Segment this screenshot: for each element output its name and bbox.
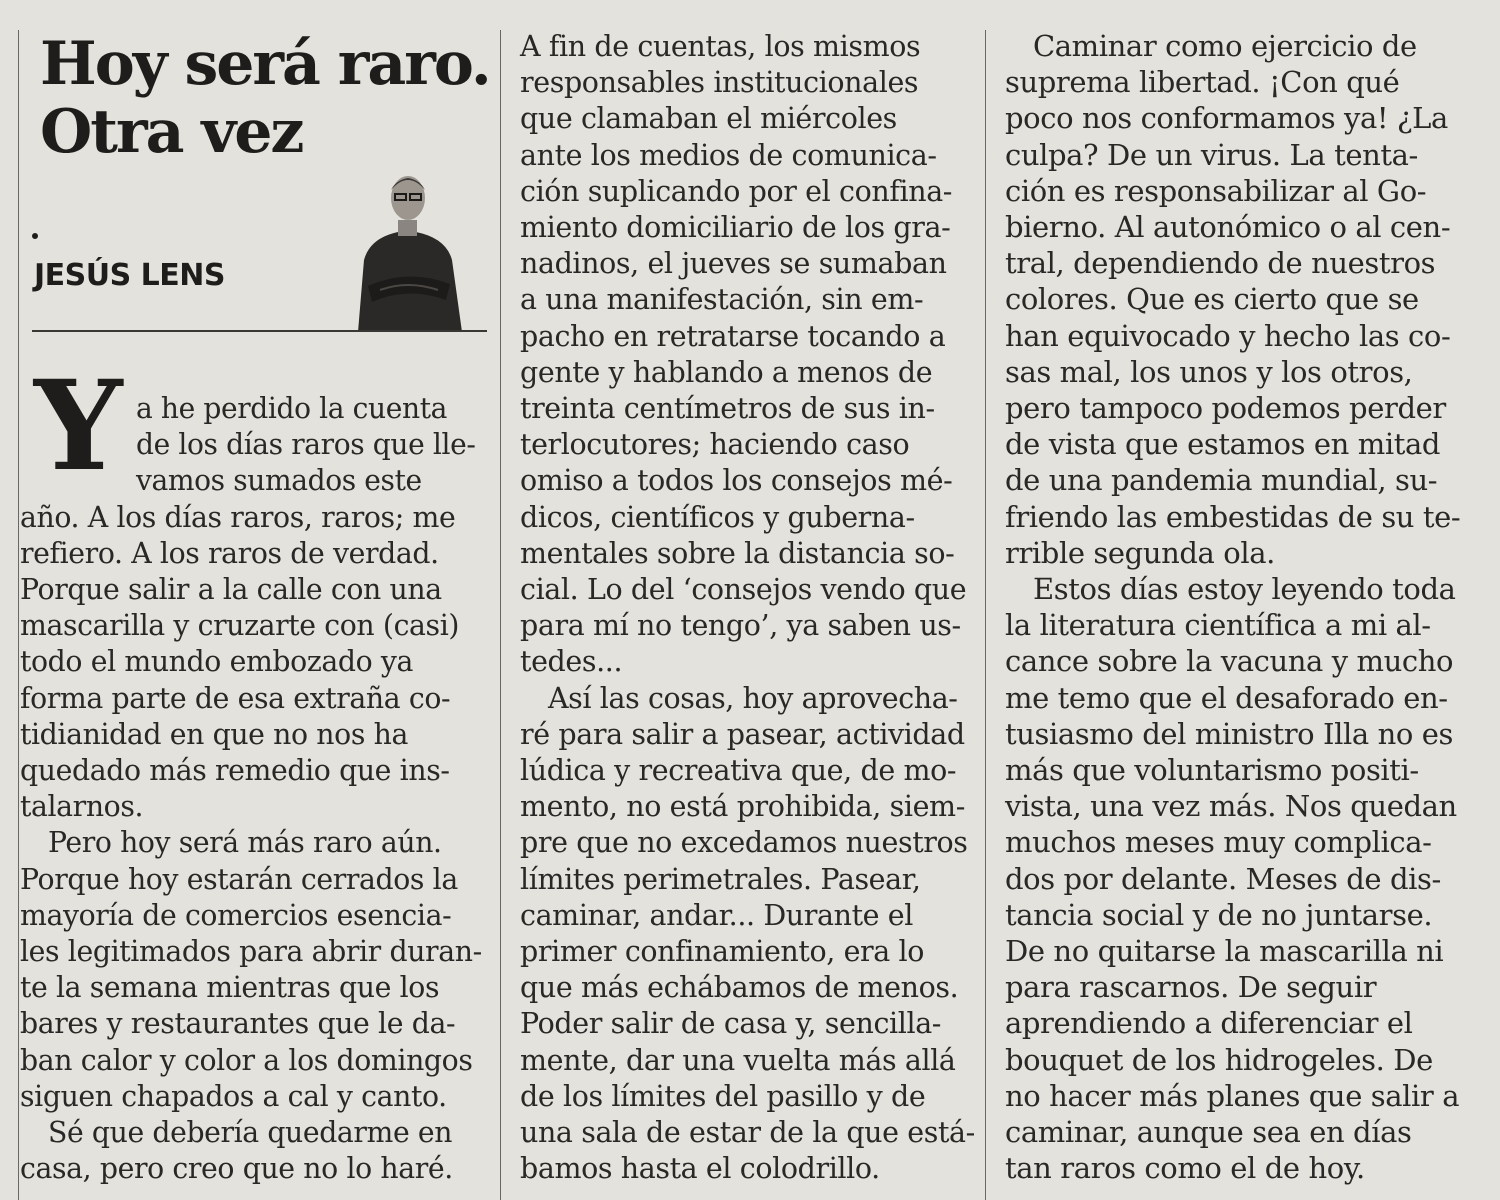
- article-text-line: Porque salir a la calle con una: [20, 572, 442, 607]
- article-text-line: siguen chapados a cal y canto.: [20, 1078, 447, 1113]
- article-text-line: Así las cosas, hoy aprovecha-: [548, 680, 958, 715]
- article-column-3: [1005, 28, 1460, 1187]
- article-text-line: lúdica y recreativa que, de mo-: [520, 753, 957, 788]
- article-text-line: que más echábamos de menos.: [520, 970, 959, 1005]
- article-text-line: responsables institucionales: [520, 65, 919, 100]
- article-text-line: me temo que el desaforado en-: [1005, 680, 1448, 715]
- article-column-1: [20, 28, 493, 1187]
- article-text-line: talarnos.: [20, 789, 144, 824]
- article-text-line: casa, pero creo que no lo haré.: [20, 1151, 453, 1186]
- article-text-line: que clamaban el miércoles: [520, 101, 897, 136]
- spacer: [20, 137, 493, 173]
- article-text-line: pero tampoco podemos perder: [1005, 391, 1446, 426]
- article-text-line: gente y hablando a menos de: [520, 354, 933, 389]
- author-byline: JESÚS LENS: [34, 258, 225, 293]
- spacer: [20, 245, 493, 281]
- article-text-line: poco nos conformamos ya! ¿La: [1005, 101, 1448, 136]
- article-text-line: les legitimados para abrir duran-: [20, 934, 482, 969]
- article-text-line: tidianidad en que no nos ha: [20, 716, 408, 751]
- article-text-line: caminar, andar... Durante el: [520, 897, 914, 932]
- article-text-line: Caminar como ejercicio de: [1033, 29, 1417, 63]
- article-text-line: refiero. A los raros de verdad.: [20, 535, 439, 570]
- article-text-line: treinta centímetros de sus in-: [520, 391, 935, 426]
- article-text-line: tusiasmo del ministro Illa no es: [1005, 716, 1453, 751]
- article-text-line: todo el mundo embozado ya: [20, 644, 414, 679]
- article-text-line: más que voluntarismo positi-: [1005, 753, 1419, 788]
- article-text-line: a he perdido la cuenta: [136, 391, 447, 426]
- article-text-line: Estos días estoy leyendo toda: [1033, 572, 1456, 607]
- article-column-2: [520, 28, 983, 1187]
- article-text-line: terlocutores; haciendo caso: [520, 427, 910, 462]
- article-text-line: de los límites del pasillo y de: [520, 1078, 926, 1113]
- article-text-line: tancia social y de no juntarse.: [1005, 897, 1433, 932]
- article-text-line: cance sobre la vacuna y mucho: [1005, 644, 1454, 679]
- article-text-line: tedes...: [520, 644, 623, 679]
- drop-cap: Y: [34, 354, 123, 499]
- article-text-line: Sé que debería quedarme en: [48, 1115, 453, 1150]
- article-text-line: para rascarnos. De seguir: [1005, 970, 1377, 1005]
- article-text-line: Porque hoy estarán cerrados la: [20, 861, 458, 896]
- article-text-line: colores. Que es cierto que se: [1005, 282, 1419, 317]
- article-text-line: caminar, aunque sea en días: [1005, 1115, 1412, 1150]
- article-text-line: ban calor y color a los domingos: [20, 1042, 473, 1077]
- article-text-line: bares y restaurantes que le da-: [20, 1006, 456, 1041]
- article-text-line: ción suplicando por el confina-: [520, 173, 953, 208]
- article-text-line: sas mal, los unos y los otros,: [1005, 354, 1413, 389]
- article-text-line: cial. Lo del ‘consejos vendo que: [520, 572, 967, 607]
- title-line: Hoy será raro.: [40, 29, 490, 99]
- article-text-line: ción es responsabilizar al Go-: [1005, 173, 1427, 208]
- article-text-line: bierno. Al autonómico o al cen-: [1005, 210, 1451, 245]
- article-text-line: tan raros como el de hoy.: [1005, 1151, 1365, 1186]
- article-text-line: quedado más remedio que ins-: [20, 753, 450, 788]
- article-text-line: dos por delante. Meses de dis-: [1005, 861, 1441, 896]
- article-text-line: han equivocado y hecho las co-: [1005, 318, 1451, 353]
- spacer: [20, 28, 493, 64]
- article-text-line: vista, una vez más. Nos quedan: [1005, 789, 1457, 824]
- article-text-line: no hacer más planes que salir a: [1005, 1078, 1460, 1113]
- article-text-line: dicos, científicos y guberna-: [520, 499, 915, 534]
- left-margin-rule: [18, 30, 19, 1200]
- article-text-line: para mí no tengo’, ya saben us-: [520, 608, 961, 643]
- article-text-line: muchos meses muy complica-: [1005, 825, 1432, 860]
- spacer: [20, 281, 493, 317]
- article-text-line: mente, dar una vuelta más allá: [520, 1042, 956, 1077]
- article-text-line: Pero hoy será más raro aún.: [48, 825, 442, 860]
- spacer: [20, 318, 493, 354]
- article-text-line: límites perimetrales. Pasear,: [520, 861, 921, 896]
- article-text-line: pacho en retratarse tocando a: [520, 318, 946, 353]
- article-text-line: rrible segunda ola.: [1005, 535, 1275, 570]
- article-text-line: nadinos, el jueves se sumaban: [520, 246, 947, 281]
- article-text-line: bamos hasta el colodrillo.: [520, 1151, 880, 1186]
- article-text-line: miento domiciliario de los gra-: [520, 210, 951, 245]
- article-text-line: una sala de estar de la que está-: [520, 1115, 975, 1150]
- spacer: [20, 173, 493, 209]
- article-text-line: año. A los días raros, raros; me: [20, 499, 456, 534]
- article-text-line: mento, no está prohibida, siem-: [520, 789, 965, 824]
- article-text-line: te la semana mientras que los: [20, 970, 440, 1005]
- article-text-line: De no quitarse la mascarilla ni: [1005, 934, 1444, 969]
- article-text-line: ante los medios de comunica-: [520, 137, 937, 172]
- article-text-line: A fin de cuentas, los mismos: [520, 29, 921, 63]
- article-text-line: forma parte de esa extraña co-: [20, 680, 451, 715]
- column-divider: [985, 30, 986, 1200]
- article-text-line: de vista que estamos en mitad: [1005, 427, 1441, 462]
- article-text-line: mayoría de comercios esencia-: [20, 897, 452, 932]
- spacer: [20, 209, 493, 245]
- article-text-line: pre que no excedamos nuestros: [520, 825, 968, 860]
- article-text-line: tral, dependiendo de nuestros: [1005, 246, 1436, 281]
- article-text-line: primer confinamiento, era lo: [520, 934, 925, 969]
- article-text-line: friendo las embestidas de su te-: [1005, 499, 1461, 534]
- article-text-line: Poder salir de casa y, sencilla-: [520, 1006, 942, 1041]
- article-text-line: ré para salir a pasear, actividad: [520, 716, 965, 751]
- column-divider: [500, 30, 501, 1200]
- article-text-line: la literatura científica a mi al-: [1005, 608, 1431, 643]
- article-text-line: vamos sumados este: [136, 463, 422, 498]
- article-text-line: culpa? De un virus. La tenta-: [1005, 137, 1418, 172]
- article-text-line: bouquet de los hidrogeles. De: [1005, 1042, 1433, 1077]
- spacer: [20, 100, 493, 136]
- article-text-line: mascarilla y cruzarte con (casi): [20, 608, 460, 643]
- article-text-line: suprema libertad. ¡Con qué: [1005, 65, 1400, 100]
- spacer: [20, 64, 493, 100]
- article-text-line: a una manifestación, sin em-: [520, 282, 924, 317]
- spacer: [20, 354, 493, 390]
- title-line: Otra vez: [40, 97, 303, 167]
- article-text-line: de una pandemia mundial, su-: [1005, 463, 1438, 498]
- article-text-line: de los días raros que lle-: [136, 427, 476, 462]
- article-text-line: omiso a todos los consejos mé-: [520, 463, 953, 498]
- article-text-line: aprendiendo a diferenciar el: [1005, 1006, 1413, 1041]
- article-text-line: mentales sobre la distancia so-: [520, 535, 955, 570]
